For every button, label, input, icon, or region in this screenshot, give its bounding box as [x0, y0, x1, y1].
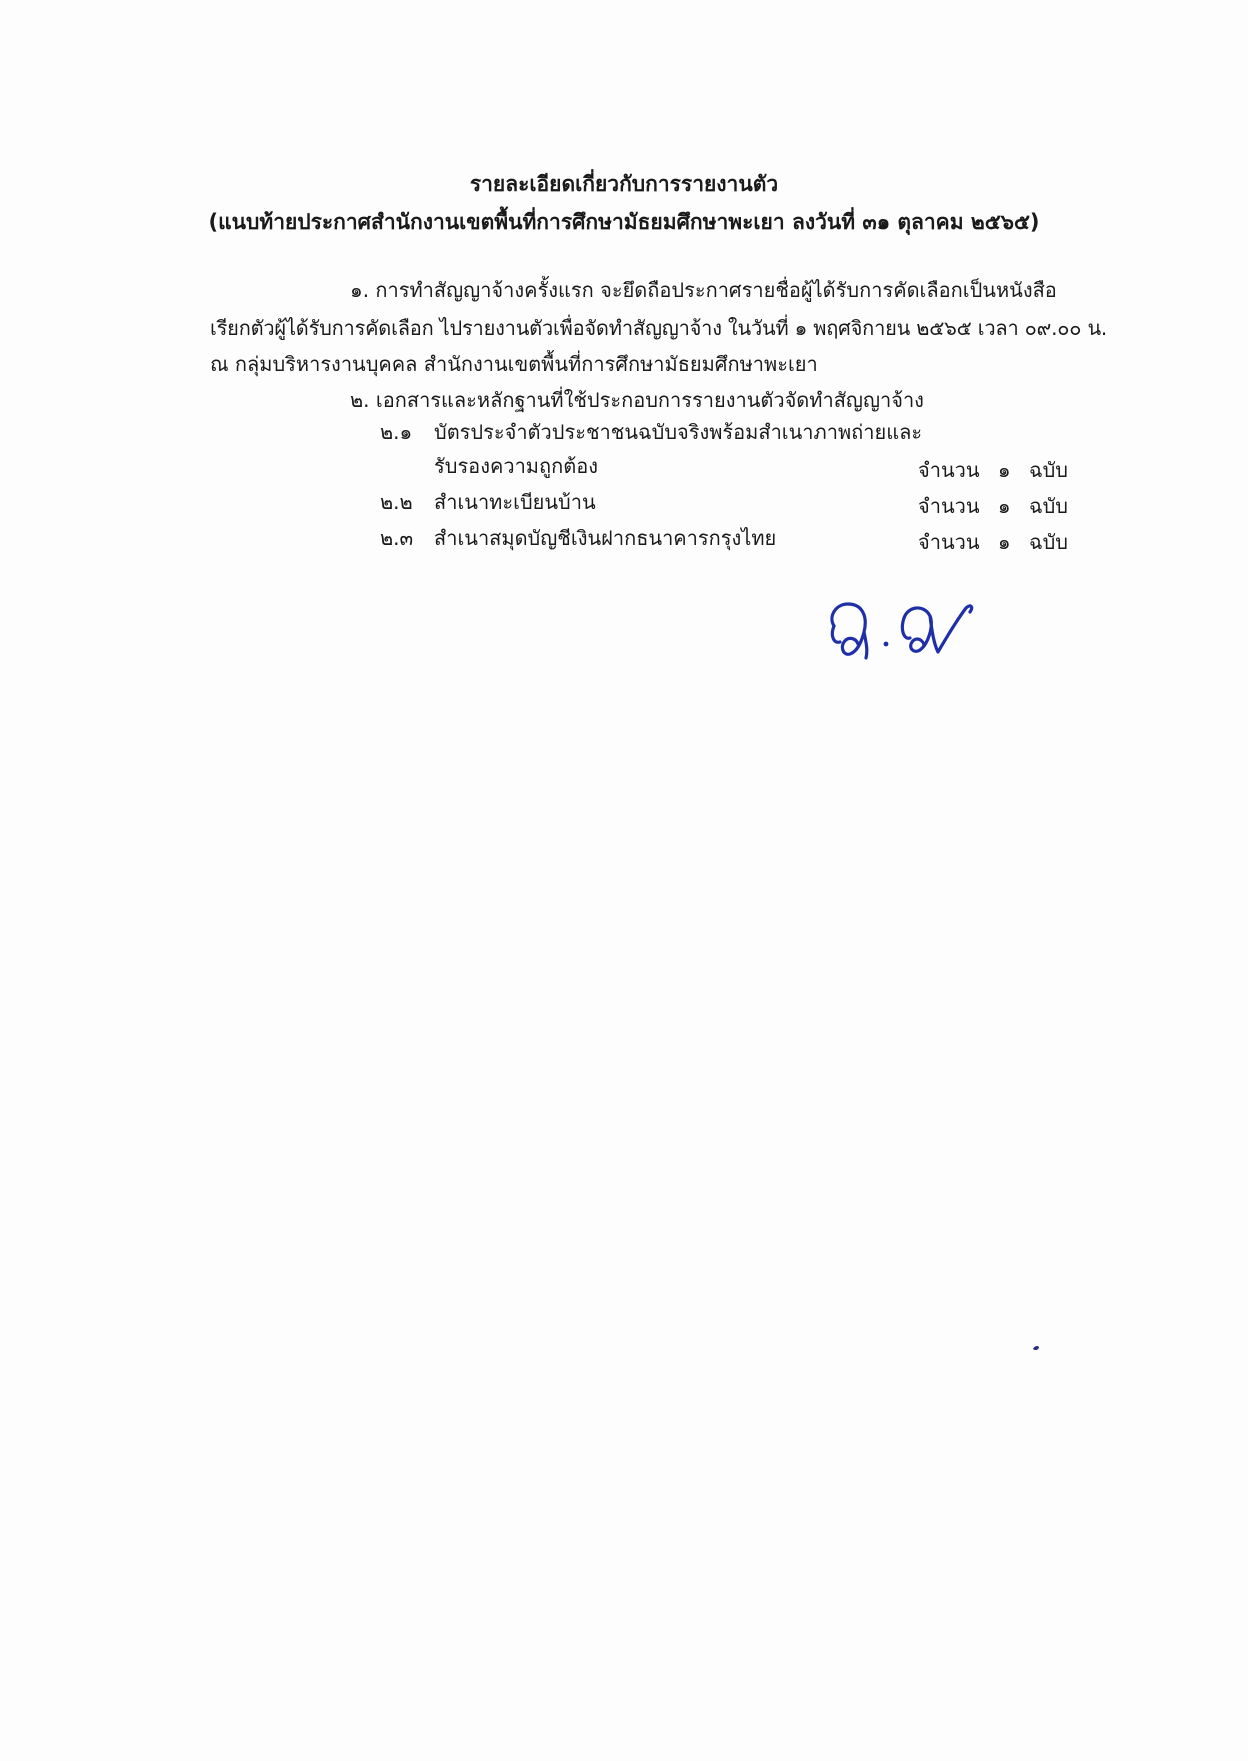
quantity-value: ๑ — [997, 494, 1011, 518]
page-subtitle: (แนบท้ายประกาศสำนักงานเขตพื้นที่การศึกษามัธยมศึกษาพะเยา ลงวันที่ ๓๑ ตุลาคม ๒๕๖๕) — [208, 210, 1040, 234]
quantity-value: ๑ — [997, 530, 1011, 554]
quantity-unit: ฉบับ — [1028, 494, 1068, 518]
document-item-quantity — [918, 528, 1068, 556]
document-item-number: ๒.๑ — [380, 420, 413, 444]
page-title: รายละเอียดเกี่ยวกับการรายงานตัว — [469, 172, 779, 196]
paragraph-1-line-2: เรียกตัวผู้ได้รับการคัดเลือก ไปรายงานตัวเพื่อจัดทำสัญญาจ้าง ในวันที่ ๑ พฤศจิกายน ๒๕๖๕ เวลา ๐๙.๐๐ น. — [210, 316, 1108, 340]
paragraph-1-line-1: ๑. การทำสัญญาจ้างครั้งแรก จะยึดถือประกาศรายชื่อผู้ได้รับการคัดเลือกเป็นหนังสือ — [350, 278, 1057, 302]
document-item-line-1: สำเนาทะเบียนบ้าน — [434, 490, 596, 514]
paragraph-1-line-3: ณ กลุ่มบริหารงานบุคคล สำนักงานเขตพื้นที่การศึกษามัธยมศึกษาพะเยา — [210, 352, 818, 376]
quantity-label: จำนวน — [918, 494, 980, 518]
quantity-unit: ฉบับ — [1028, 530, 1068, 554]
document-item-number: ๒.๓ — [380, 526, 414, 550]
document-item-quantity — [918, 456, 1068, 484]
quantity-value: ๑ — [997, 458, 1011, 482]
quantity-unit: ฉบับ — [1028, 458, 1068, 482]
section-2-heading: ๒. เอกสารและหลักฐานที่ใช้ประกอบการรายงานตัวจัดทำสัญญาจ้าง — [350, 388, 924, 412]
quantity-label: จำนวน — [918, 458, 980, 482]
document-item-line-2: รับรองความถูกต้อง — [434, 454, 598, 478]
signature-initials — [820, 586, 990, 666]
quantity-label: จำนวน — [918, 530, 980, 554]
document-item-line-1: บัตรประจำตัวประชาชนฉบับจริงพร้อมสำเนาภาพถ่ายและ — [434, 420, 923, 444]
document-item-quantity — [918, 492, 1068, 520]
document-item-line-1: สำเนาสมุดบัญชีเงินฝากธนาคารกรุงไทย — [434, 526, 777, 550]
document-item-number: ๒.๒ — [380, 490, 413, 514]
ink-speck — [1032, 1344, 1040, 1352]
